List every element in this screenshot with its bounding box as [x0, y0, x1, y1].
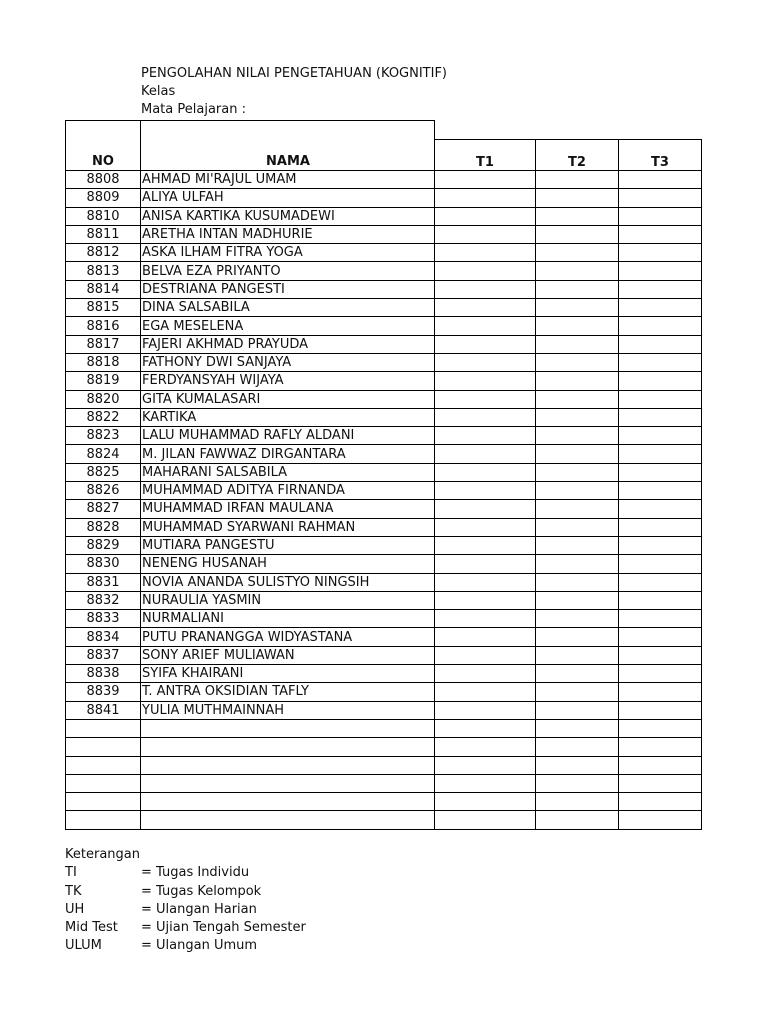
score-t3: [619, 573, 702, 591]
table-row: [66, 262, 702, 280]
score-t3: [619, 701, 702, 719]
score-t2: [536, 683, 619, 701]
score-t1: [435, 317, 536, 335]
score-t1: [435, 738, 536, 756]
score-t2: [536, 536, 619, 554]
legend-desc: = Ulangan Harian: [141, 901, 257, 917]
score-t1: [435, 189, 536, 207]
table-row: [66, 500, 702, 518]
student-no: 8819: [66, 372, 141, 390]
score-t3: [619, 390, 702, 408]
legend-item: [65, 883, 306, 901]
student-name: ANISA KARTIKA KUSUMADEWI: [141, 207, 435, 225]
student-name: NENENG HUSANAH: [141, 555, 435, 573]
student-name: NOVIA ANANDA SULISTYO NINGSIH: [141, 573, 435, 591]
score-t2: [536, 811, 619, 829]
score-t2: [536, 335, 619, 353]
score-t1: [435, 719, 536, 737]
score-t2: [536, 244, 619, 262]
score-t1: [435, 482, 536, 500]
score-t3: [619, 262, 702, 280]
score-t1: [435, 610, 536, 628]
score-t3: [619, 738, 702, 756]
score-t1: [435, 299, 536, 317]
column-header-no: NO: [66, 121, 141, 171]
column-header-t1: T1: [435, 140, 536, 171]
table-row: [66, 299, 702, 317]
score-t1: [435, 353, 536, 371]
student-no: 8827: [66, 500, 141, 518]
legend-key: ULUM: [65, 938, 102, 954]
score-t2: [536, 427, 619, 445]
score-t2: [536, 372, 619, 390]
table-row: [66, 701, 702, 719]
legend: [65, 846, 306, 956]
student-no: [66, 756, 141, 774]
score-t1: [435, 445, 536, 463]
table-row: [66, 225, 702, 243]
student-no: 8831: [66, 573, 141, 591]
student-no: 8826: [66, 482, 141, 500]
student-no: 8824: [66, 445, 141, 463]
score-t2: [536, 646, 619, 664]
score-t3: [619, 774, 702, 792]
student-no: 8818: [66, 353, 141, 371]
table-row: [66, 756, 702, 774]
student-name: FERDYANSYAH WIJAYA: [141, 372, 435, 390]
student-no: 8830: [66, 555, 141, 573]
column-header-t3: T3: [619, 140, 702, 171]
table-row: [66, 335, 702, 353]
score-t3: [619, 811, 702, 829]
table-row: [66, 811, 702, 829]
table-row: [66, 427, 702, 445]
student-name: PUTU PRANANGGA WIDYASTANA: [141, 628, 435, 646]
score-t2: [536, 573, 619, 591]
header-spacer: [435, 121, 702, 140]
student-name: FAJERI AKHMAD PRAYUDA: [141, 335, 435, 353]
student-name: MUHAMMAD ADITYA FIRNANDA: [141, 482, 435, 500]
score-t3: [619, 335, 702, 353]
score-t3: [619, 683, 702, 701]
student-name: [141, 719, 435, 737]
student-no: [66, 793, 141, 811]
score-t2: [536, 774, 619, 792]
score-t2: [536, 408, 619, 426]
table-row: [66, 207, 702, 225]
score-t3: [619, 482, 702, 500]
student-name: YULIA MUTHMAINNAH: [141, 701, 435, 719]
student-name: GITA KUMALASARI: [141, 390, 435, 408]
student-no: 8810: [66, 207, 141, 225]
score-t2: [536, 280, 619, 298]
table-row: [66, 683, 702, 701]
column-header-nama: NAMA: [141, 121, 435, 171]
student-name: FATHONY DWI SANJAYA: [141, 353, 435, 371]
score-t3: [619, 646, 702, 664]
table-row: [66, 317, 702, 335]
table-row: [66, 353, 702, 371]
student-no: [66, 774, 141, 792]
grade-table: [65, 120, 702, 830]
score-t1: [435, 171, 536, 189]
legend-title: Keterangan: [65, 847, 140, 862]
score-t2: [536, 207, 619, 225]
student-name: [141, 811, 435, 829]
student-name: AHMAD MI'RAJUL UMAM: [141, 171, 435, 189]
score-t2: [536, 299, 619, 317]
table-row: [66, 555, 702, 573]
score-t3: [619, 280, 702, 298]
score-t2: [536, 756, 619, 774]
table-row: [66, 646, 702, 664]
score-t3: [619, 793, 702, 811]
student-no: 8812: [66, 244, 141, 262]
score-t2: [536, 262, 619, 280]
table-row: [66, 390, 702, 408]
legend-item: [65, 937, 306, 955]
student-name: SYIFA KHAIRANI: [141, 665, 435, 683]
score-t2: [536, 445, 619, 463]
score-t3: [619, 463, 702, 481]
student-no: 8833: [66, 610, 141, 628]
score-t3: [619, 555, 702, 573]
score-t1: [435, 500, 536, 518]
legend-item: [65, 901, 306, 919]
score-t2: [536, 463, 619, 481]
score-t3: [619, 628, 702, 646]
student-name: ASKA ILHAM FITRA YOGA: [141, 244, 435, 262]
score-t1: [435, 518, 536, 536]
student-no: 8841: [66, 701, 141, 719]
score-t1: [435, 262, 536, 280]
score-t1: [435, 628, 536, 646]
score-t2: [536, 665, 619, 683]
class-label: Kelas: [141, 84, 176, 99]
student-name: [141, 756, 435, 774]
legend-key: UH: [65, 901, 85, 917]
score-t2: [536, 317, 619, 335]
student-no: 8822: [66, 408, 141, 426]
student-name: MAHARANI SALSABILA: [141, 463, 435, 481]
score-t2: [536, 610, 619, 628]
student-name: SONY ARIEF MULIAWAN: [141, 646, 435, 664]
table-row: [66, 719, 702, 737]
score-t3: [619, 317, 702, 335]
student-no: 8816: [66, 317, 141, 335]
student-no: 8815: [66, 299, 141, 317]
student-name: BELVA EZA PRIYANTO: [141, 262, 435, 280]
table-row: [66, 536, 702, 554]
score-t2: [536, 793, 619, 811]
score-t3: [619, 719, 702, 737]
score-t1: [435, 536, 536, 554]
score-t1: [435, 793, 536, 811]
student-name: DESTRIANA PANGESTI: [141, 280, 435, 298]
score-t1: [435, 701, 536, 719]
score-t1: [435, 427, 536, 445]
score-t3: [619, 756, 702, 774]
table-row: [66, 463, 702, 481]
student-name: MUHAMMAD IRFAN MAULANA: [141, 500, 435, 518]
score-t1: [435, 555, 536, 573]
student-no: 8820: [66, 390, 141, 408]
score-t2: [536, 225, 619, 243]
score-t3: [619, 408, 702, 426]
score-t2: [536, 591, 619, 609]
student-no: 8809: [66, 189, 141, 207]
table-row: [66, 774, 702, 792]
student-name: T. ANTRA OKSIDIAN TAFLY: [141, 683, 435, 701]
page-title: PENGOLAHAN NILAI PENGETAHUAN (KOGNITIF): [141, 66, 448, 81]
legend-desc: = Tugas Kelompok: [141, 883, 262, 899]
student-no: 8834: [66, 628, 141, 646]
student-name: EGA MESELENA: [141, 317, 435, 335]
score-t2: [536, 719, 619, 737]
score-t2: [536, 189, 619, 207]
student-name: MUTIARA PANGESTU: [141, 536, 435, 554]
student-name: NURAULIA YASMIN: [141, 591, 435, 609]
table-row: [66, 793, 702, 811]
score-t2: [536, 390, 619, 408]
score-t1: [435, 225, 536, 243]
student-no: 8829: [66, 536, 141, 554]
score-t3: [619, 189, 702, 207]
score-t1: [435, 280, 536, 298]
table-row: [66, 591, 702, 609]
table-row: [66, 244, 702, 262]
legend-key: TK: [65, 883, 82, 899]
student-name: M. JILAN FAWWAZ DIRGANTARA: [141, 445, 435, 463]
score-t1: [435, 408, 536, 426]
score-t2: [536, 482, 619, 500]
student-no: 8817: [66, 335, 141, 353]
table-row: [66, 171, 702, 189]
legend-desc: = Tugas Individu: [141, 865, 250, 881]
score-t3: [619, 536, 702, 554]
score-t1: [435, 573, 536, 591]
score-t1: [435, 244, 536, 262]
table-row: [66, 665, 702, 683]
score-t2: [536, 353, 619, 371]
score-t1: [435, 646, 536, 664]
score-t3: [619, 299, 702, 317]
score-t3: [619, 665, 702, 683]
table-row: [66, 482, 702, 500]
student-no: [66, 811, 141, 829]
score-t1: [435, 207, 536, 225]
legend-item: [65, 864, 306, 882]
student-no: 8811: [66, 225, 141, 243]
table-row: [66, 610, 702, 628]
student-no: 8839: [66, 683, 141, 701]
score-t2: [536, 171, 619, 189]
score-t2: [536, 628, 619, 646]
score-t1: [435, 372, 536, 390]
score-t1: [435, 756, 536, 774]
table-row: [66, 280, 702, 298]
student-no: [66, 738, 141, 756]
table-row: [66, 573, 702, 591]
score-t2: [536, 738, 619, 756]
table-row: [66, 518, 702, 536]
score-t3: [619, 353, 702, 371]
legend-desc: = Ulangan Umum: [141, 938, 258, 954]
score-t3: [619, 518, 702, 536]
student-no: 8814: [66, 280, 141, 298]
student-name: ARETHA INTAN MADHURIE: [141, 225, 435, 243]
legend-item: [65, 919, 306, 937]
student-no: 8813: [66, 262, 141, 280]
score-t1: [435, 335, 536, 353]
column-header-t2: T2: [536, 140, 619, 171]
score-t1: [435, 683, 536, 701]
score-t3: [619, 445, 702, 463]
score-t3: [619, 427, 702, 445]
legend-key: TI: [65, 865, 77, 881]
student-no: 8808: [66, 171, 141, 189]
score-t1: [435, 774, 536, 792]
student-name: ALIYA ULFAH: [141, 189, 435, 207]
student-no: 8828: [66, 518, 141, 536]
student-no: 8825: [66, 463, 141, 481]
student-no: [66, 719, 141, 737]
score-t2: [536, 701, 619, 719]
score-t3: [619, 610, 702, 628]
score-t3: [619, 244, 702, 262]
table-row: [66, 628, 702, 646]
student-name: KARTIKA: [141, 408, 435, 426]
student-name: [141, 774, 435, 792]
legend-desc: = Ujian Tengah Semester: [141, 920, 306, 936]
student-name: DINA SALSABILA: [141, 299, 435, 317]
student-name: LALU MUHAMMAD RAFLY ALDANI: [141, 427, 435, 445]
student-no: 8838: [66, 665, 141, 683]
score-t1: [435, 811, 536, 829]
table-row: [66, 372, 702, 390]
score-t2: [536, 555, 619, 573]
legend-key: Mid Test: [65, 920, 118, 936]
score-t3: [619, 500, 702, 518]
table-row: [66, 189, 702, 207]
score-t3: [619, 207, 702, 225]
score-t1: [435, 463, 536, 481]
student-no: 8823: [66, 427, 141, 445]
score-t3: [619, 372, 702, 390]
score-t3: [619, 591, 702, 609]
score-t1: [435, 390, 536, 408]
score-t3: [619, 171, 702, 189]
student-no: 8832: [66, 591, 141, 609]
student-name: NURMALIANI: [141, 610, 435, 628]
score-t2: [536, 518, 619, 536]
table-row: [66, 408, 702, 426]
score-t1: [435, 591, 536, 609]
subject-label: Mata Pelajaran :: [141, 102, 246, 117]
score-t1: [435, 665, 536, 683]
table-row: [66, 445, 702, 463]
student-no: 8837: [66, 646, 141, 664]
score-t3: [619, 225, 702, 243]
score-t2: [536, 500, 619, 518]
student-name: MUHAMMAD SYARWANI RAHMAN: [141, 518, 435, 536]
student-name: [141, 738, 435, 756]
table-row: [66, 738, 702, 756]
student-name: [141, 793, 435, 811]
